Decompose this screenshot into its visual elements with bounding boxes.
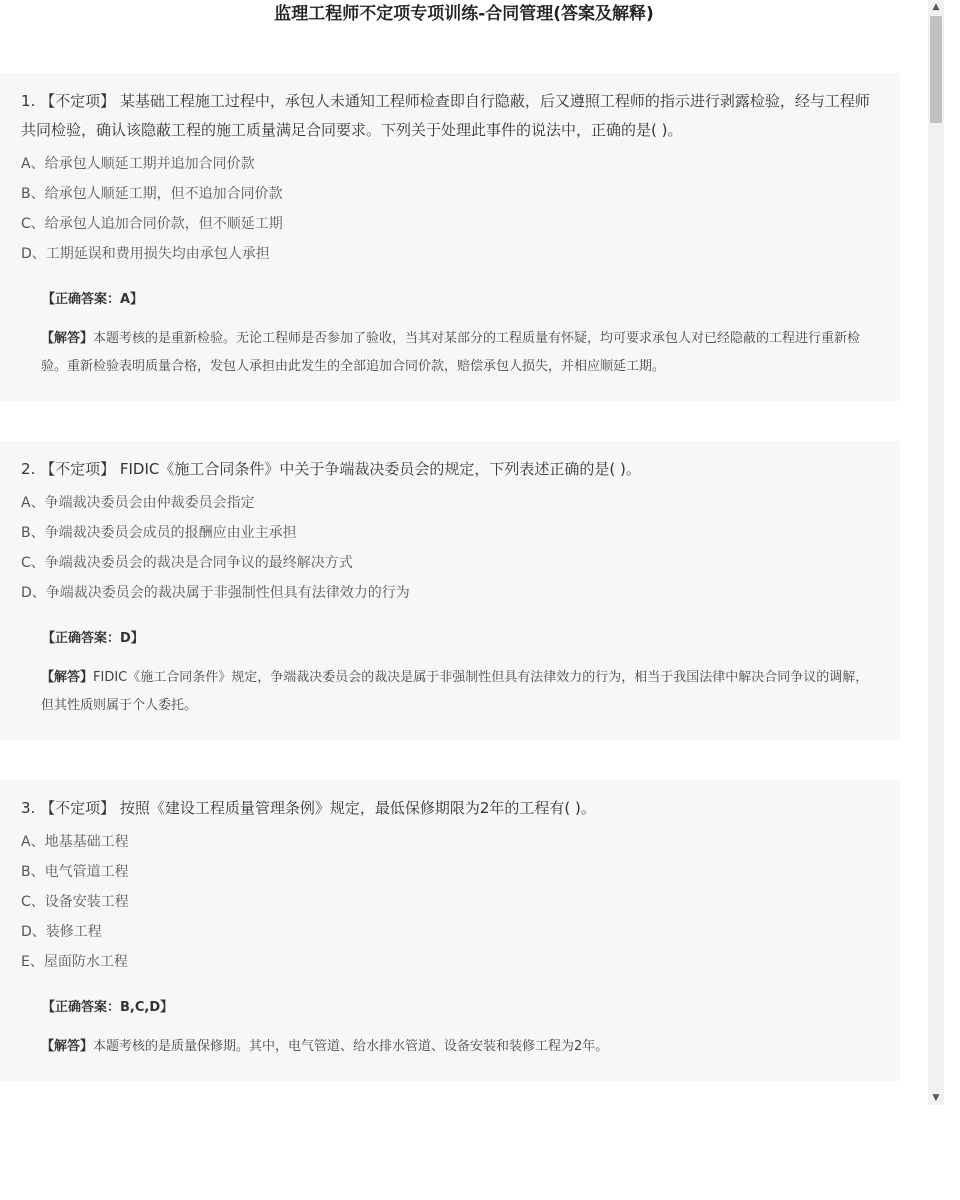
option-b: B、争端裁决委员会成员的报酬应由业主承担 [21,525,297,541]
option-d: D、装修工程 [21,924,102,940]
correct-answer: 【正确答案：B,C,D】 [42,1000,174,1015]
explanation [0,1019,900,1061]
option-a: A、地基基础工程 [21,834,129,850]
option-b: B、电气管道工程 [21,864,129,880]
scroll-up-icon[interactable]: ▲ [932,2,940,12]
correct-answer: 【正确答案：D】 [42,631,144,646]
option-d: D、工期延误和费用损失均由承包人承担 [21,246,270,262]
explanation-tag: 【解答】 [41,670,94,685]
explanation-tag: 【解答】 [41,331,94,346]
explanation-text: FIDIC《施工合同条件》规定，争端裁决委员会的裁决是属于非强制性但具有法律效力的行为，相当于我国法律中解决合同争议的调解，但其性质则属于个人委托。 [41,670,869,713]
explanation-tag: 【解答】 [41,1039,94,1054]
question-stem: 1. 【不定项】 某基础工程施工过程中，承包人未通知工程师检查即自行隐蔽，后又遵照工程师的指示进行剥露检验，经与工程师共同检验，确认该隐蔽工程的施工质量满足合同要求。下列关于处理此事件的说法中，正确的是( )。 [21,92,870,139]
scroll-down-icon[interactable]: ▼ [932,1093,940,1103]
question-stem: 3. 【不定项】 按照《建设工程质量管理条例》规定，最低保修期限为2年的工程有( )。 [21,799,596,817]
option-a: A、争端裁决委员会由仲裁委员会指定 [21,495,255,511]
explanation [0,311,900,381]
page-title: 监理工程师不定项专项训练-合同管理(答案及解释) [274,4,654,24]
scrollbar-thumb[interactable] [930,16,942,123]
option-c: C、设备安装工程 [21,894,129,910]
question-card [0,780,900,1081]
options-list [0,145,900,269]
option-e: E、屋面防水工程 [21,954,128,970]
option-c: C、争端裁决委员会的裁决是合同争议的最终解决方式 [21,555,353,571]
options-list [0,484,900,608]
explanation [0,650,900,720]
vertical-scrollbar[interactable] [928,0,944,1105]
options-list [0,823,900,977]
option-a: A、给承包人顺延工期并追加合同价款 [21,156,255,172]
option-d: D、争端裁决委员会的裁决属于非强制性但具有法律效力的行为 [21,585,410,601]
question-card [0,73,900,401]
option-c: C、给承包人追加合同价款，但不顺延工期 [21,216,283,232]
explanation-text: 本题考核的是重新检验。无论工程师是否参加了验收，当其对某部分的工程质量有怀疑，均可要求承包人对已经隐蔽的工程进行重新检验。重新检验表明质量合格，发包人承担由此发生的全部追加合同价款，赔偿承包人损失，并相应顺延工期。 [41,331,861,374]
question-card [0,441,900,740]
question-stem: 2. 【不定项】 FIDIC《施工合同条件》中关于争端裁决委员会的规定，下列表述正确的是( )。 [21,460,641,478]
explanation-text: 本题考核的是质量保修期。其中，电气管道、给水排水管道、设备安装和装修工程为2年。 [93,1039,609,1054]
option-b: B、给承包人顺延工期，但不追加合同价款 [21,186,283,202]
correct-answer: 【正确答案：A】 [42,292,144,307]
